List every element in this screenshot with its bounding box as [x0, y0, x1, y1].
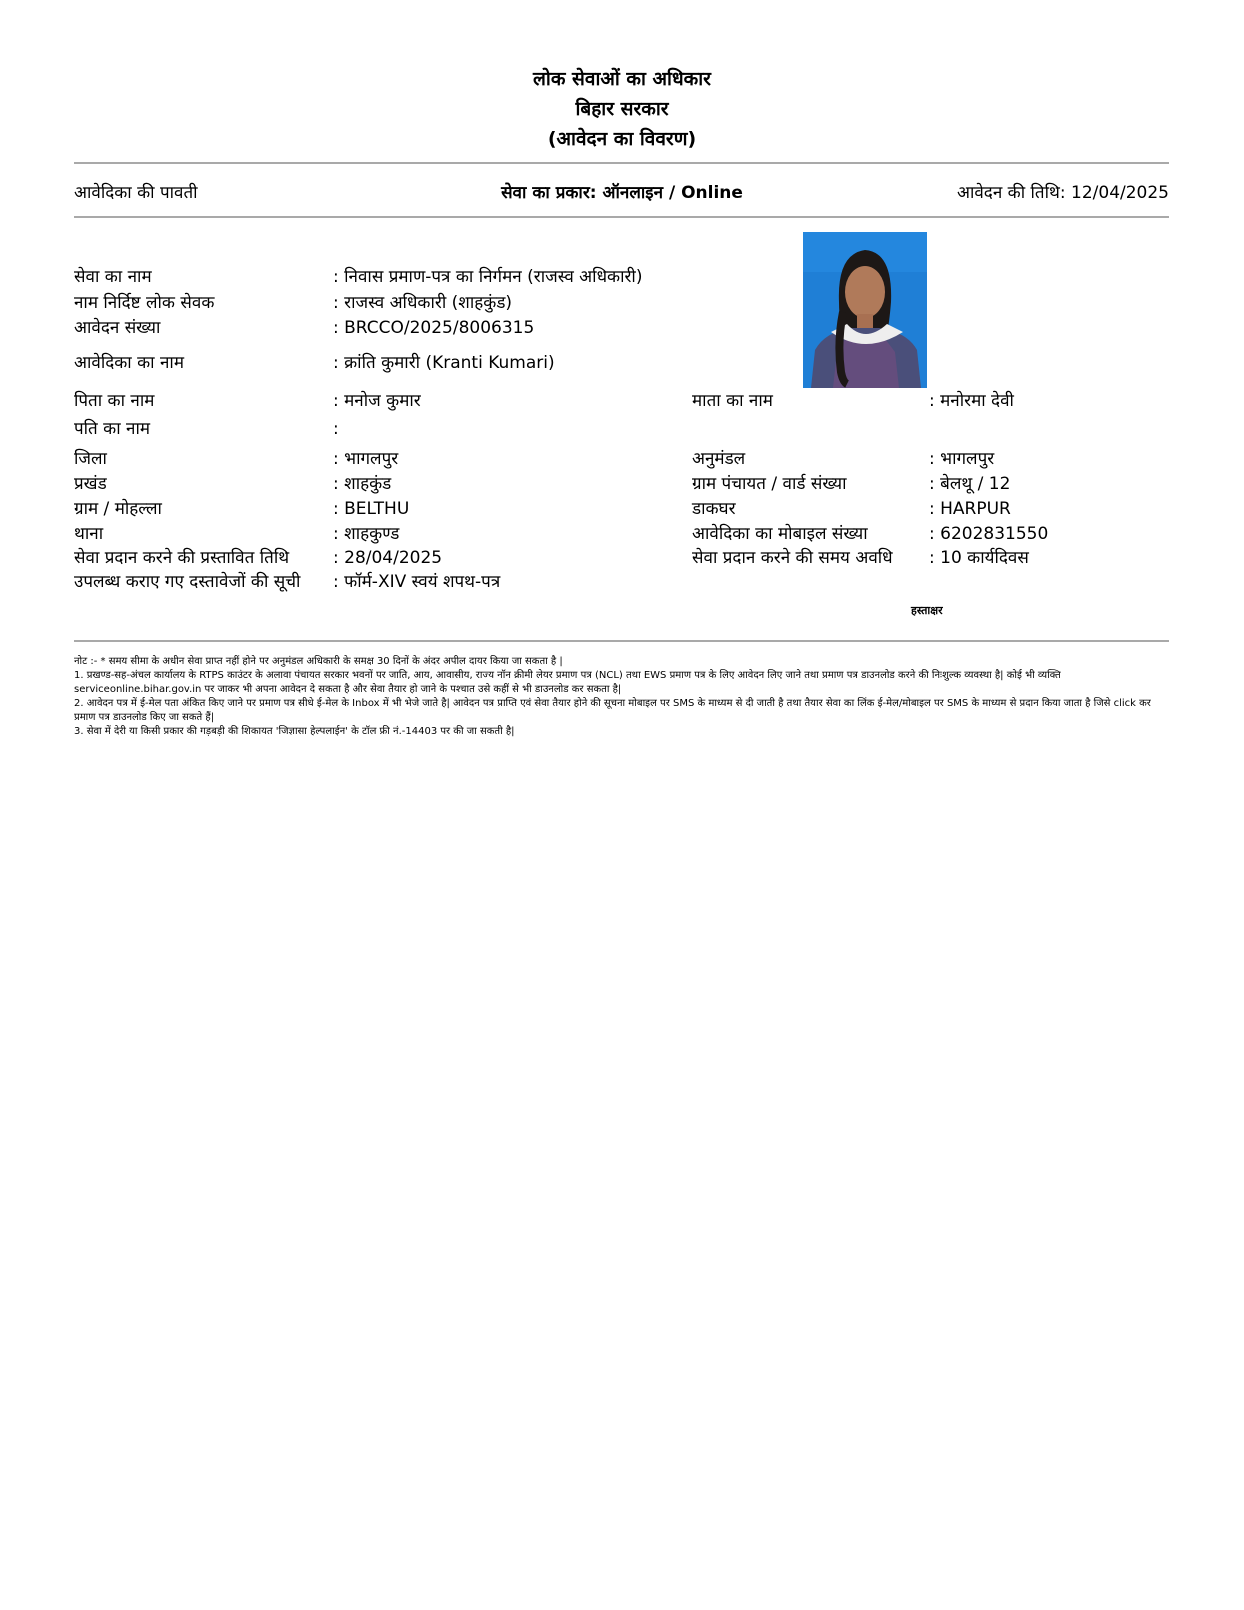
note-item: 3. सेवा में देरी या किसी प्रकार की गड़बड़ी की शिकायत 'जिज्ञासा हेल्पलाईन' के टॉल फ्री नं.-14403 पर की जा सकती है|: [74, 726, 515, 737]
top-divider: [74, 162, 1169, 164]
note-item: 1. प्रखण्ड-सह-अंचल कार्यालय के RTPS काउंटर के अलावा पंचायत सरकार भवनों पर जाति, आय, आवासीय, राज्य नॉन क्रीमी लेयर प्रमाण पत्र (NCL) तथा EWS प्रमाण पत्र के लिए आवेदन लिए जाने तथा प्रमाण पत्र डाउनलोड करने की निःशुल्क व्यवस्था है| कोई भी व्यक्ति serviceonline.bihar.gov.in पर जाकर भी अपना आवेदन दे सकता है और सेवा तैयार हो जाने के पश्चात उसे कहीं से भी डाउनलोड कर सकता है|: [74, 670, 1061, 695]
village-label: ग्राम / मोहल्ला: [74, 499, 162, 519]
service-name-value: : निवास प्रमाण-पत्र का निर्गमन (राजस्व अधिकारी): [333, 267, 643, 287]
notes-section: [74, 655, 1174, 739]
mother-name-value: : मनोरमा देवी: [929, 391, 1014, 411]
signature-label: हस्ताक्षर: [911, 604, 943, 617]
proposed-date-value: : 28/04/2025: [333, 548, 443, 568]
proposed-date-label: सेवा प्रदान करने की प्रस्तावित तिथि: [74, 548, 290, 568]
father-name-label: पिता का नाम: [74, 391, 155, 411]
documents-label: उपलब्ध कराए गए दस्तावेजों की सूची: [74, 572, 301, 592]
panchayat-value: : बेलथू / 12: [929, 474, 1011, 494]
header-subtitle: (आवेदन का विवरण): [547, 128, 697, 150]
receipt-label: आवेदिका की पावती: [74, 183, 198, 203]
application-number-value: : BRCCO/2025/8006315: [333, 318, 535, 338]
header-title: लोक सेवाओं का अधिकार: [533, 68, 711, 90]
subdivision-value: : भागलपुर: [929, 449, 995, 469]
district-value: : भागलपुर: [333, 449, 399, 469]
post-office-label: डाकघर: [692, 499, 736, 519]
village-value: : BELTHU: [333, 499, 410, 519]
applicant-name-label: आवेदिका का नाम: [74, 353, 184, 373]
note-item: नोट :- * समय सीमा के अधीन सेवा प्राप्त नहीं होने पर अनुमंडल अधिकारी के समक्ष 30 दिनों के अंदर अपील दायर किया जा सकता है |: [74, 656, 563, 667]
application-date: आवेदन की तिथि: 12/04/2025: [956, 183, 1169, 203]
service-period-value: : 10 कार्यदिवस: [929, 548, 1029, 568]
applicant-photo: [803, 232, 927, 388]
police-station-label: थाना: [74, 524, 104, 544]
subheader-divider: [74, 216, 1169, 218]
panchayat-label: ग्राम पंचायत / वार्ड संख्या: [692, 474, 847, 494]
service-name-label: सेवा का नाम: [74, 267, 152, 287]
mobile-value: : 6202831550: [929, 524, 1049, 544]
father-name-value: : मनोज कुमार: [333, 391, 421, 411]
subdivision-label: अनुमंडल: [692, 449, 746, 469]
block-value: : शाहकुंड: [333, 474, 392, 494]
service-period-label: सेवा प्रदान करने की समय अवधि: [692, 548, 893, 568]
documents-value: : फॉर्म-XIV स्वयं शपथ-पत्र: [333, 572, 501, 592]
mother-name-label: माता का नाम: [692, 391, 773, 411]
notes-divider: [74, 640, 1169, 642]
header-government: बिहार सरकार: [575, 98, 669, 120]
document-header: [0, 64, 1244, 154]
block-label: प्रखंड: [74, 474, 107, 494]
police-station-value: : शाहकुण्ड: [333, 524, 400, 544]
husband-name-value: :: [333, 419, 339, 439]
husband-name-label: पति का नाम: [74, 419, 151, 439]
mobile-label: आवेदिका का मोबाइल संख्या: [692, 524, 868, 544]
post-office-value: : HARPUR: [929, 499, 1011, 519]
application-number-label: आवेदन संख्या: [74, 318, 161, 338]
service-type: सेवा का प्रकार: ऑनलाइन / Online: [501, 183, 743, 203]
designated-officer-value: : राजस्व अधिकारी (शाहकुंड): [333, 293, 513, 313]
designated-officer-label: नाम निर्दिष्ट लोक सेवक: [74, 293, 215, 313]
district-label: जिला: [74, 449, 107, 469]
note-item: 2. आवेदन पत्र में ई-मेल पता अंकित किए जाने पर प्रमाण पत्र सीधे ई-मेल के Inbox में भी भेजे जाते है| आवेदन पत्र प्राप्ति एवं सेवा तैयार होने की सूचना मोबाइल पर SMS के माध्यम से दी जाती है तथा तैयार सेवा का लिंक ई-मेल/मोबाइल पर SMS के माध्यम से प्रदान किया जाता है जिसे click कर प्रमाण पत्र डाउनलोड किए जा सकते हैं|: [74, 698, 1151, 723]
applicant-name-value: : क्रांति कुमारी (Kranti Kumari): [333, 353, 555, 373]
